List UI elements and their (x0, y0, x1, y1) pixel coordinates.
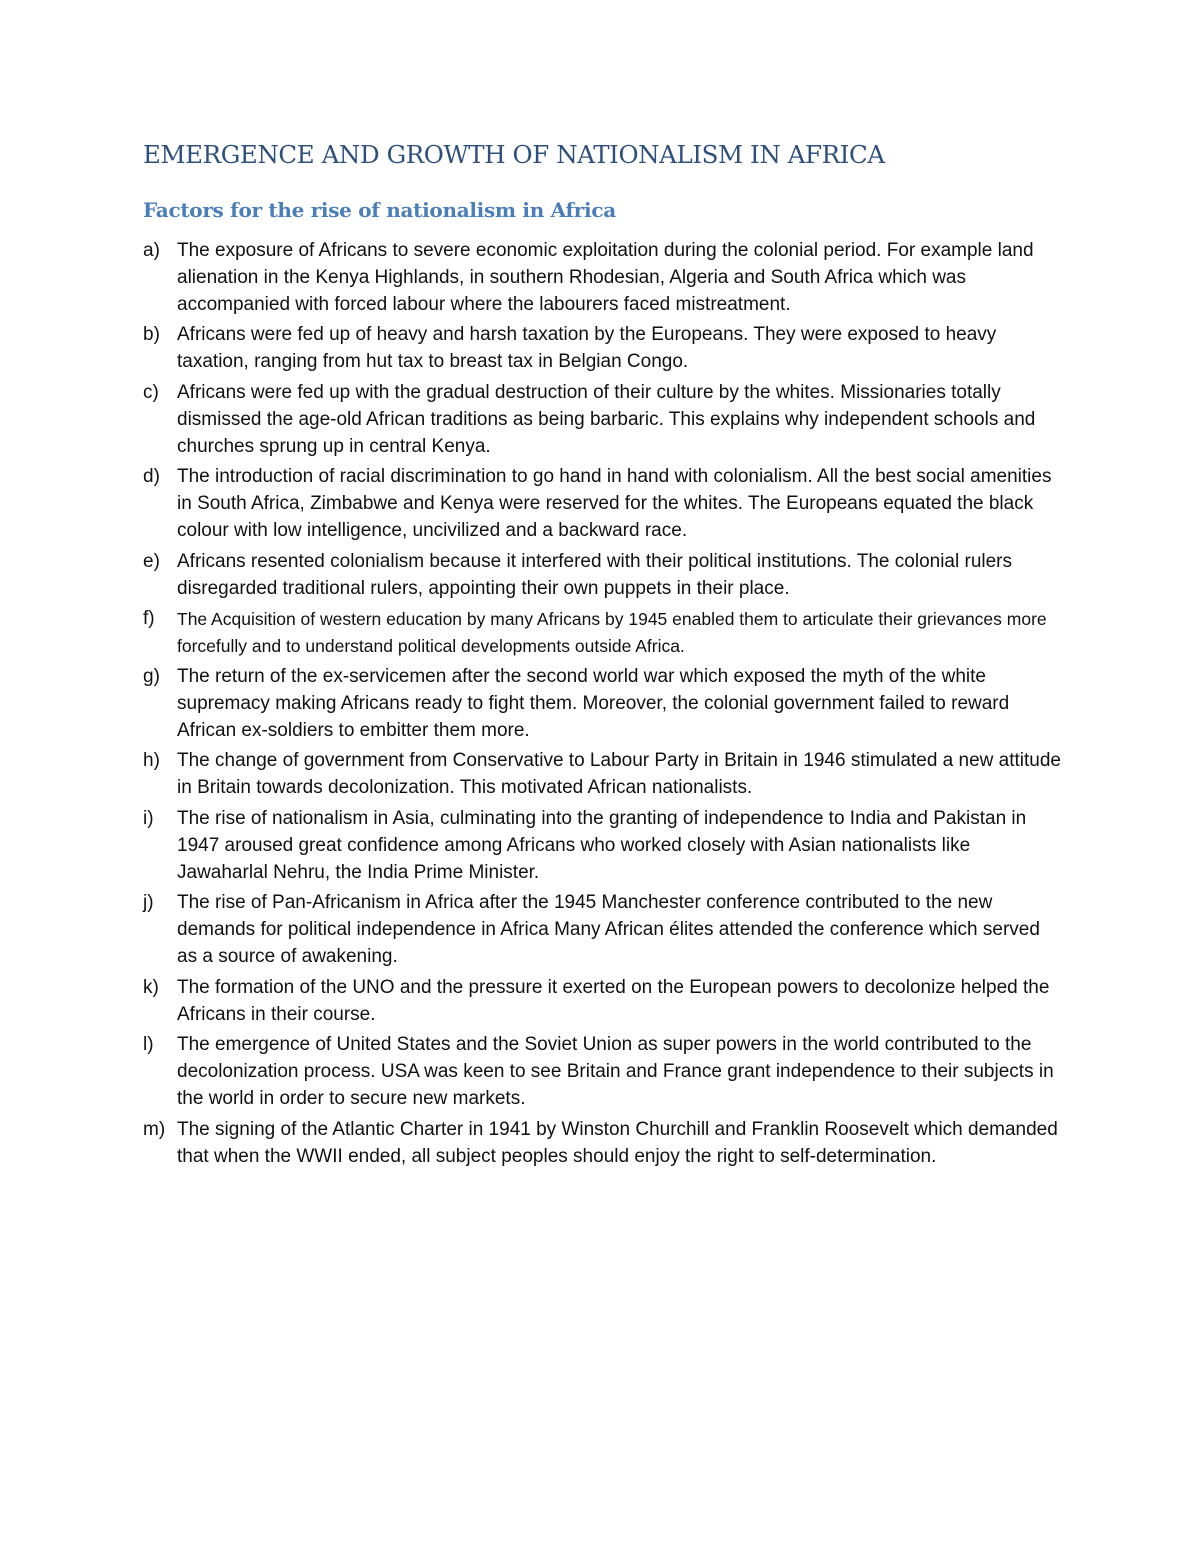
list-marker: i) (143, 807, 154, 829)
list-marker: m) (143, 1118, 166, 1140)
list-marker: k) (143, 976, 159, 998)
section-heading: Factors for the rise of nationalism in Africa (143, 198, 616, 222)
list-item-text: The return of the ex-servicemen after the second world war which exposed the myth of the white supremacy making Africans ready to fight them. Moreover, the colonial government failed to reward African ex-soldiers to embitter them more. (177, 665, 1010, 741)
list-item-text: The formation of the UNO and the pressure it exerted on the European powers to decolonize helped the Africans in their course. (177, 976, 1050, 1025)
list-marker: c) (143, 381, 159, 403)
list-item-text: Africans were fed up of heavy and harsh taxation by the Europeans. They were exposed to heavy taxation, ranging from hut tax to breast tax in Belgian Congo. (177, 324, 997, 373)
list-item-b (143, 322, 1063, 376)
list-item-i (143, 806, 1063, 886)
list-item-g (143, 664, 1063, 744)
list-item-h (143, 748, 1063, 802)
list-marker: b) (143, 324, 160, 346)
list-marker: e) (143, 550, 160, 572)
list-item-text: The emergence of United States and the Soviet Union as super powers in the world contributed to the decolonization process. USA was keen to see Britain and France grant independence to their subjects in the world in order to secure new markets. (177, 1034, 1054, 1109)
list-item-text: Africans were fed up with the gradual destruction of their culture by the whites. Missionaries totally dismissed the age-old African traditions as being barbaric. This explains why independent schools and churches sprung up in central Kenya. (177, 381, 1036, 457)
list-item-text: Africans resented colonialism because it interfered with their political institutions. The colonial rulers disregarded traditional rulers, appointing their own puppets in their place. (177, 550, 1012, 599)
list-item-a (143, 238, 1063, 318)
list-item-text: The rise of Pan-Africanism in Africa after the 1945 Manchester conference contributed to the new demands for political independence in Africa Many African élites attended the conference which served as a source of awakening. (177, 892, 1040, 967)
list-item-e (143, 549, 1063, 603)
page-title: EMERGENCE AND GROWTH OF NATIONALISM IN AFRICA (143, 140, 885, 169)
list-marker: l) (143, 1034, 154, 1056)
list-marker: g) (143, 665, 160, 687)
list-item-m (143, 1117, 1063, 1171)
list-item-l (143, 1032, 1063, 1112)
list-item-text: The change of government from Conservative to Labour Party in Britain in 1946 stimulated a new attitude in Britain towards decolonization. This motivated African nationalists. (177, 750, 1061, 799)
list-item-text: The exposure of Africans to severe economic exploitation during the colonial period. For example land alienation in the Kenya Highlands, in southern Rhodesian, Algeria and South Africa which was accompanied with forced labour where the labourers faced mistreatment. (177, 240, 1034, 315)
list-item-f (143, 606, 1063, 660)
list-marker: j) (143, 892, 154, 914)
list-marker: d) (143, 466, 160, 488)
list-item-c (143, 380, 1063, 460)
list-marker: f) (143, 608, 155, 630)
list-item-d (143, 464, 1063, 544)
list-item-j (143, 890, 1063, 970)
list-item-text: The rise of nationalism in Asia, culminating into the granting of independence to India and Pakistan in 1947 aroused great confidence among Africans who worked closely with Asian nationalists like Jawaharlal Nehru, the India Prime Minister. (177, 807, 1027, 883)
list-item-text: The introduction of racial discrimination to go hand in hand with colonialism. All the best social amenities in South Africa, Zimbabwe and Kenya were reserved for the whites. The Europeans equated the black colour with low intelligence, uncivilized and a backward race. (177, 466, 1052, 541)
list-item-text: The Acquisition of western education by many Africans by 1945 enabled them to articulate their grievances more forcefully and to understand political developments outside Africa. (177, 609, 1047, 657)
list-item-text: The signing of the Atlantic Charter in 1941 by Winston Churchill and Franklin Roosevelt which demanded that when the WWII ended, all subject peoples should enjoy the right to self-determination. (177, 1118, 1058, 1167)
list-marker: h) (143, 750, 160, 772)
factors-list (143, 238, 1063, 1174)
list-marker: a) (143, 240, 160, 261)
list-item-k (143, 975, 1063, 1029)
